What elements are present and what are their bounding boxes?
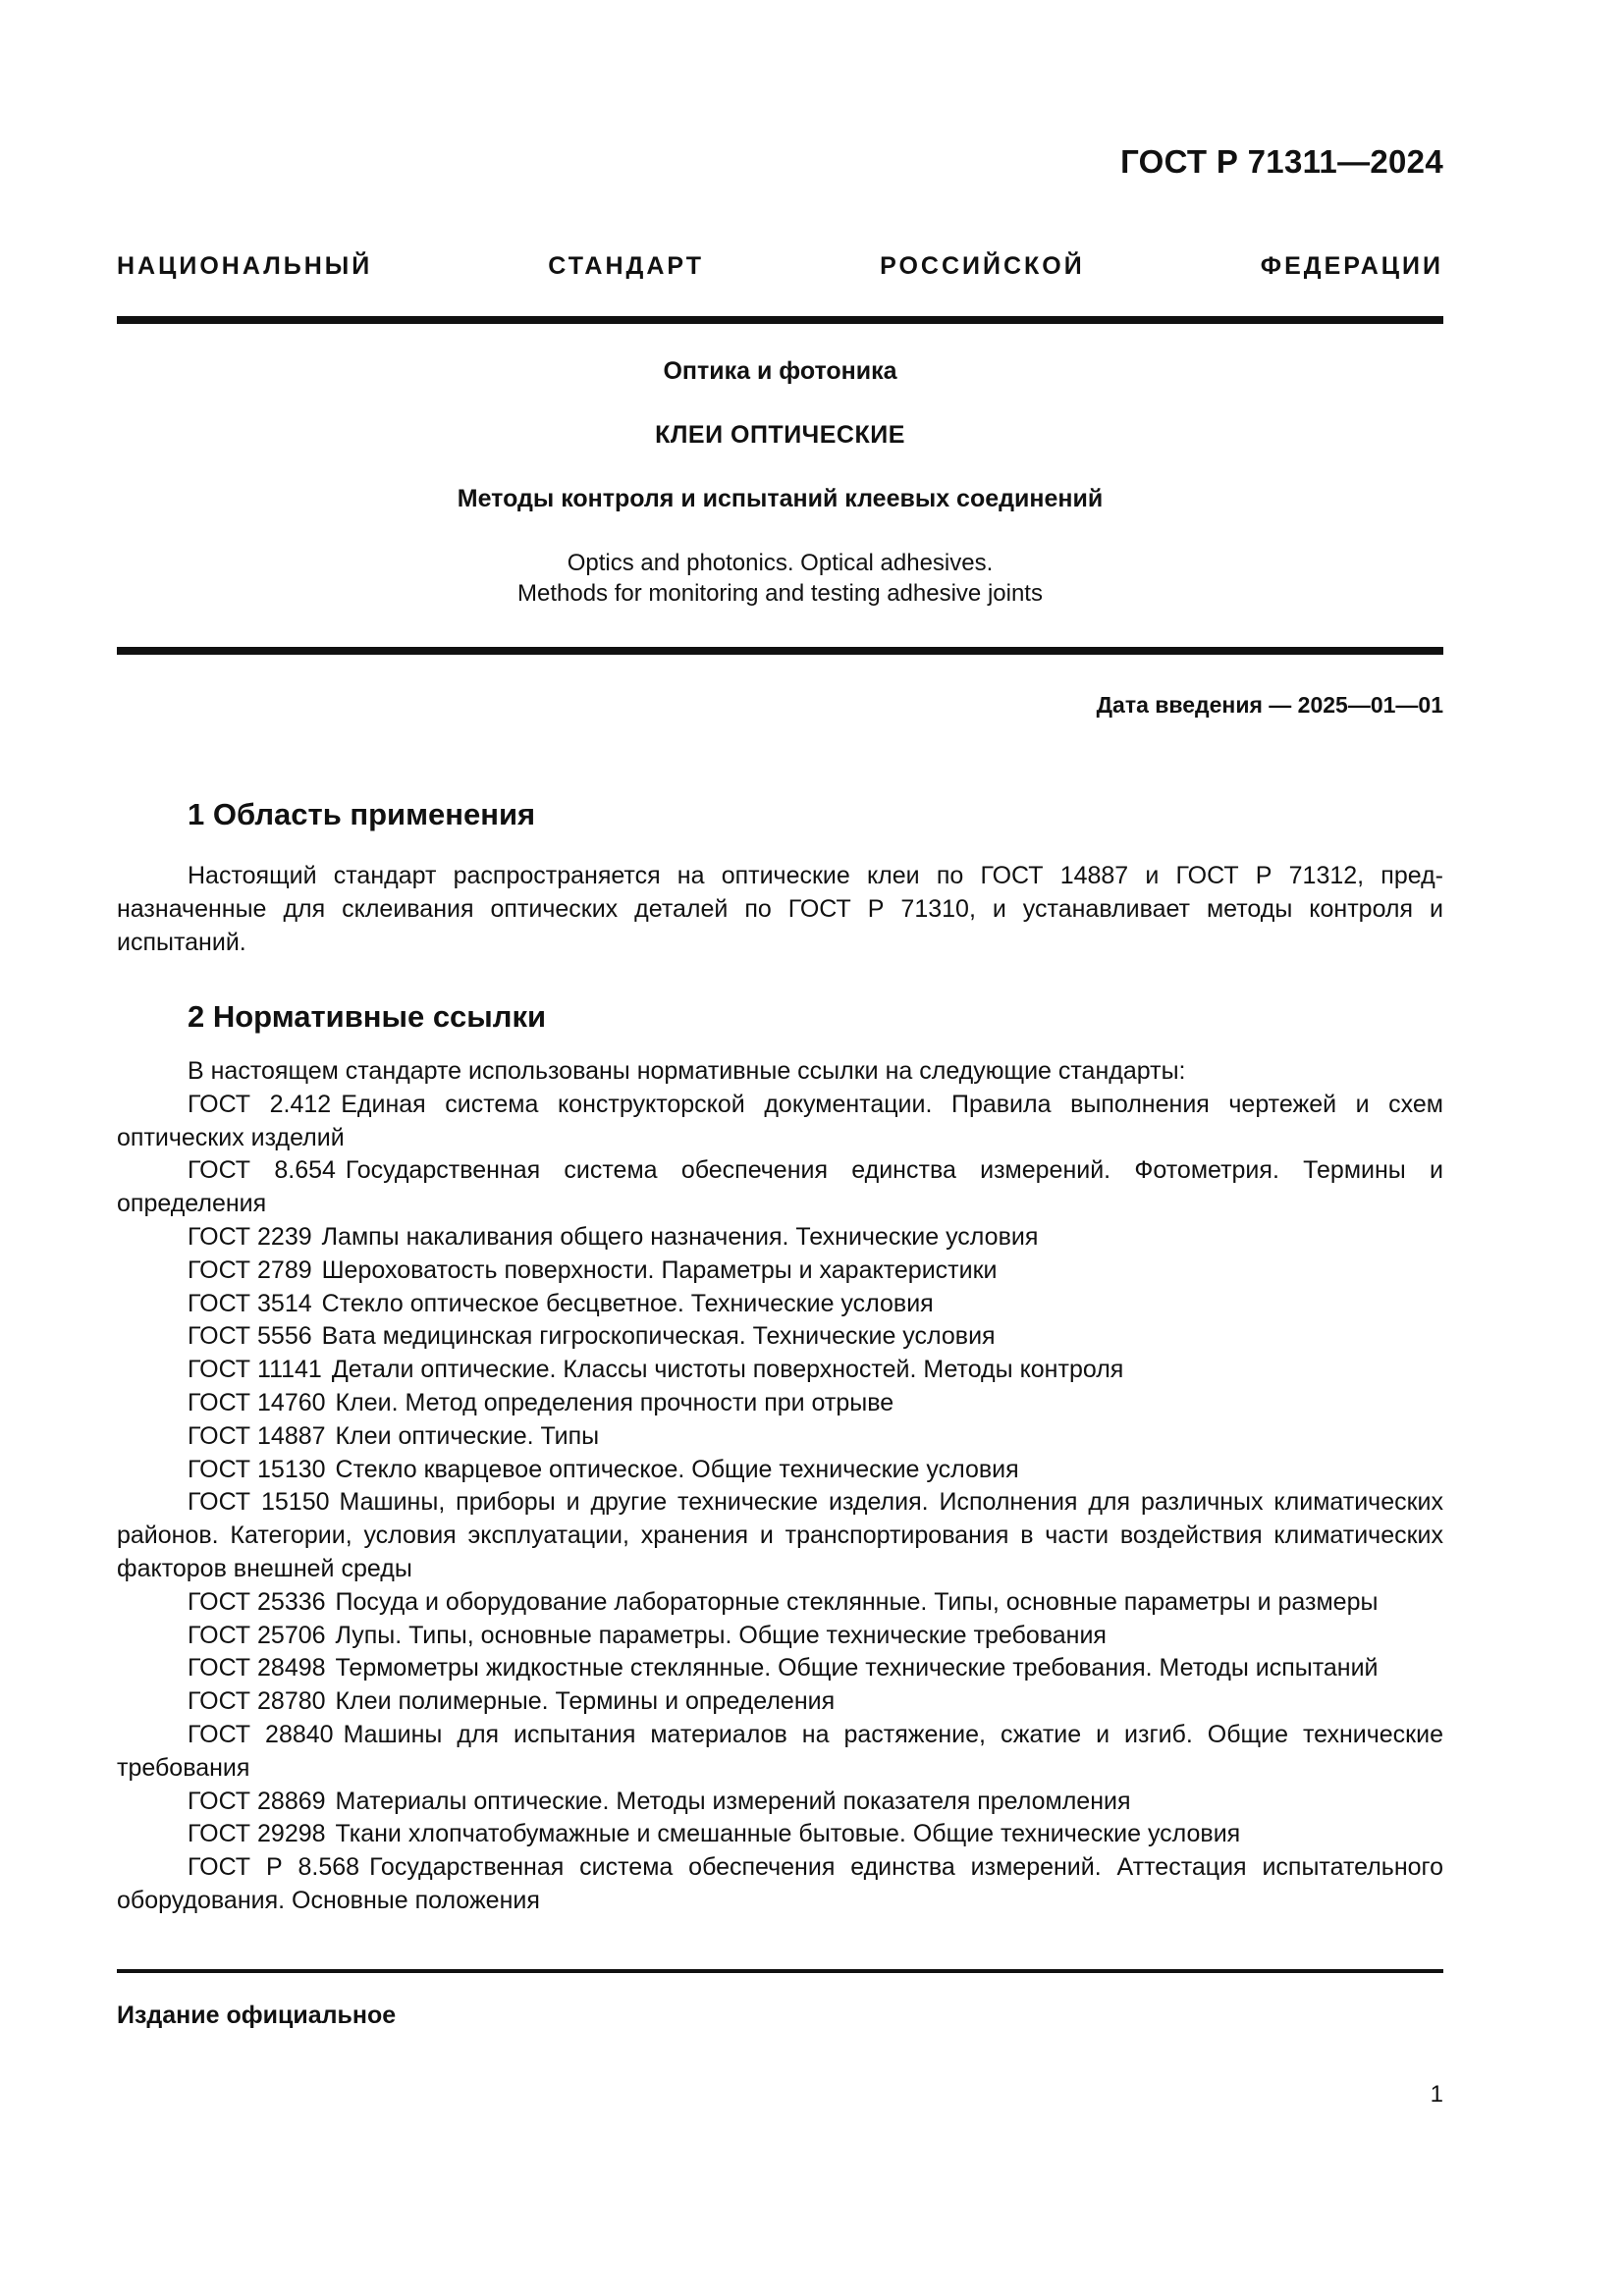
reference-code: ГОСТ 11141 <box>188 1356 322 1384</box>
title-subtitle: Методы контроля и испытаний клеевых соединений <box>457 485 1104 512</box>
title-main: КЛЕИ ОПТИЧЕСКИЕ <box>655 421 905 449</box>
introduction-date-value: 2025—01—01 <box>1297 692 1443 718</box>
references-intro: В настоящем стандарте использованы нормативные ссылки на следующие стандарты: <box>188 1057 1186 1085</box>
reference-code: ГОСТ 15130 <box>188 1455 326 1483</box>
section-1-body <box>117 860 1443 959</box>
reference-code: ГОСТ 28840 <box>188 1720 334 1748</box>
reference-text: Государственная система обеспечения единства измерений. Фотометрия. Термины и определения <box>117 1156 1443 1218</box>
reference-item <box>117 1719 1443 1786</box>
reference-item <box>117 1486 1443 1585</box>
document-code: ГОСТ Р 71311—2024 <box>1120 143 1443 180</box>
edition-label: Издание официальное <box>117 2002 397 2029</box>
reference-text: Машины, приборы и другие технические изделия. Исполнения для различных климатических районов. Категории, условия эксплуатации, хранения и транспортирования в части воздействия климатических факторов внешней среды <box>117 1488 1443 1582</box>
reference-item <box>117 1818 1443 1851</box>
reference-item <box>117 1255 1443 1288</box>
reference-text: Клеи. Метод определения прочности при отрыве <box>335 1388 894 1416</box>
reference-text: Ткани хлопчатобумажные и смешанные бытовые. Общие технические условия <box>335 1820 1241 1848</box>
reference-text: Государственная система обеспечения единства измерений. Аттестация испытательного оборудования. Основные положения <box>117 1853 1443 1914</box>
reference-code: ГОСТ 14760 <box>188 1388 326 1416</box>
reference-item <box>117 1620 1443 1653</box>
reference-code: ГОСТ 2239 <box>188 1222 312 1251</box>
reference-item <box>117 1221 1443 1255</box>
title-rule <box>117 647 1443 655</box>
title-english-line-2: Methods for monitoring and testing adhesive joints <box>517 580 1043 607</box>
reference-item <box>117 1786 1443 1819</box>
title-english <box>117 548 1443 609</box>
reference-code: ГОСТ 28780 <box>188 1687 326 1716</box>
reference-text: Детали оптические. Классы чистоты поверхностей. Методы контроля <box>331 1356 1124 1384</box>
reference-item <box>117 1154 1443 1221</box>
title-group: Оптика и фотоника <box>663 357 897 385</box>
reference-code: ГОСТ Р 8.568 <box>188 1853 360 1882</box>
reference-item <box>117 1320 1443 1354</box>
reference-item <box>117 1420 1443 1454</box>
reference-code: ГОСТ 25706 <box>188 1621 326 1649</box>
reference-text: Вата медицинская гигроскопическая. Технические условия <box>321 1322 996 1351</box>
reference-code: ГОСТ 25336 <box>188 1587 326 1616</box>
section-1-title: 1 Область применения <box>188 797 536 831</box>
reference-text: Стекло оптическое бесцветное. Технические условия <box>321 1289 934 1317</box>
reference-text: Стекло кварцевое оптическое. Общие технические условия <box>335 1455 1019 1483</box>
section-1-paragraph: Настоящий стандарт распространяется на оптические клеи по ГОСТ 14887 и ГОСТ Р 71312, предназначенные для склеивания оптических деталей по ГОСТ Р 71310, и устанавливает методы контроля и испытаний. <box>117 862 1443 956</box>
reference-text: Шероховатость поверхности. Параметры и характеристики <box>321 1255 998 1284</box>
reference-text: Лупы. Типы, основные параметры. Общие технические требования <box>335 1621 1107 1649</box>
reference-code: ГОСТ 15150 <box>188 1488 330 1517</box>
national-standard-title: НАЦИОНАЛЬНЫЙ СТАНДАРТ РОССИЙСКОЙ ФЕДЕРАЦИИ <box>117 252 1443 280</box>
reference-code: ГОСТ 5556 <box>188 1322 312 1351</box>
reference-text: Клеи оптические. Типы <box>335 1421 600 1450</box>
reference-text: Машины для испытания материалов на растяжение, сжатие и изгиб. Общие технические требования <box>117 1720 1443 1782</box>
introduction-date-label: Дата введения — <box>1096 692 1298 718</box>
reference-text: Лампы накаливания общего назначения. Технические условия <box>321 1222 1039 1251</box>
reference-code: ГОСТ 28869 <box>188 1787 326 1815</box>
reference-item <box>117 1354 1443 1387</box>
normative-references <box>117 1055 1443 1918</box>
page-number: 1 <box>1430 2081 1443 2108</box>
reference-text: Посуда и оборудование лабораторные стеклянные. Типы, основные параметры и размеры <box>335 1587 1379 1616</box>
reference-code: ГОСТ 2.412 <box>188 1090 332 1118</box>
reference-item <box>117 1652 1443 1685</box>
reference-item <box>117 1089 1443 1155</box>
reference-item <box>117 1387 1443 1420</box>
reference-code: ГОСТ 28498 <box>188 1654 326 1682</box>
reference-text: Термометры жидкостные стеклянные. Общие технические требования. Методы испытаний <box>335 1654 1379 1682</box>
reference-text: Единая система конструкторской документации. Правила выполнения чертежей и схем оптических изделий <box>117 1090 1443 1151</box>
reference-code: ГОСТ 14887 <box>188 1421 326 1450</box>
reference-item <box>117 1685 1443 1719</box>
reference-text: Материалы оптические. Методы измерений показателя преломления <box>335 1787 1131 1815</box>
footer-rule <box>117 1969 1443 1973</box>
section-2-title: 2 Нормативные ссылки <box>188 999 547 1034</box>
reference-text: Клеи полимерные. Термины и определения <box>335 1687 836 1716</box>
reference-code: ГОСТ 2789 <box>188 1255 312 1284</box>
header-rule <box>117 316 1443 324</box>
title-english-line-1: Optics and photonics. Optical adhesives. <box>567 550 994 576</box>
reference-item <box>117 1586 1443 1620</box>
reference-item <box>117 1288 1443 1321</box>
introduction-date <box>1097 692 1443 719</box>
reference-code: ГОСТ 8.654 <box>188 1156 336 1185</box>
reference-code: ГОСТ 29298 <box>188 1820 326 1848</box>
document-page <box>117 0 1443 2296</box>
reference-item <box>117 1454 1443 1487</box>
reference-item <box>117 1851 1443 1918</box>
reference-code: ГОСТ 3514 <box>188 1289 312 1317</box>
